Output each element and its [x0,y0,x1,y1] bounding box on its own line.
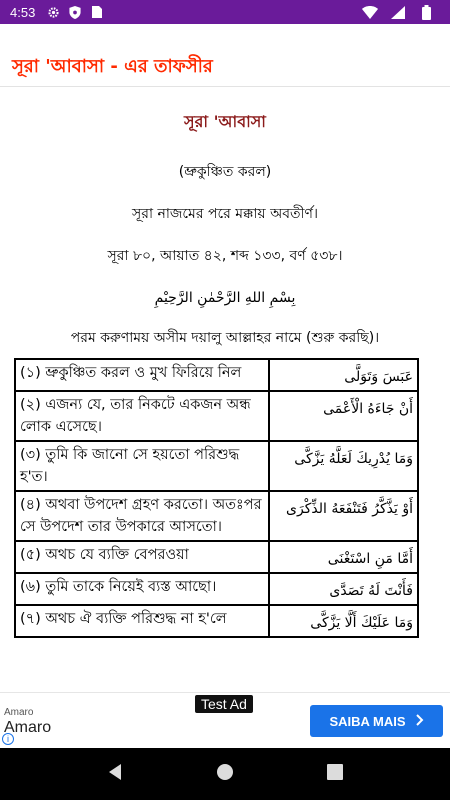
ayah-arabic: أَنْ جَاءَهُ الْأَعْمَى [269,391,418,441]
ad-cta-label: SAIBA MAIS [329,713,406,729]
ayah-arabic: أَوْ يَذَّكَّرُ فَتَنْفَعَهُ الذِّكْرَى [269,491,418,541]
ad-cta-button[interactable] [310,705,443,737]
ayah-arabic: فَأَنْتَ لَهُ تَصَدَّى [269,573,418,605]
recents-icon[interactable] [327,764,343,784]
chevron-right-icon [416,714,424,729]
ad-source: Amaro [4,707,34,718]
table-row [15,491,418,541]
ayah-bengali: (৩) তুমি কি জানো সে হয়তো পরিশুদ্ধ হ'ত। [15,441,269,491]
sura-stats: সূরা ৮০, আয়াত ৪২, শব্দ ১৩৩, বর্ণ ৫৩৮। [107,248,343,264]
ad-banner[interactable] [0,692,450,748]
ayah-bengali: (২) এজন্য যে, তার নিকটে একজন অন্ধ লোক এসেছে। [15,391,269,441]
shield-icon [67,4,83,20]
ayah-bengali: (৫) অথচ যে ব্যক্তি বেপরওয়া [15,541,269,573]
heading-divider [0,86,450,87]
page-heading: সূরা 'আবাসা - এর তাফসীর [12,56,213,77]
ayah-arabic: أَمَّا مَنِ اسْتَغْنَى [269,541,418,573]
cell-signal-icon [390,4,406,20]
status-time: 4:53 [10,4,36,20]
table-row [15,541,418,573]
ayah-bengali: (৬) তুমি তাকে নিয়েই ব্যস্ত আছো। [15,573,269,605]
sura-title: সূরা 'আবাসা [184,112,266,131]
ayah-bengali: (১) ভ্রুকুঞ্চিত করল ও মুখ ফিরিয়ে নিল [15,359,269,391]
ayah-table [14,358,419,638]
table-row [15,441,418,491]
wifi-icon [362,4,378,20]
battery-icon [418,4,434,20]
info-icon[interactable]: i [2,733,14,745]
ayah-arabic: عَبَسَ وَتَوَلَّى [269,359,418,391]
ayah-bengali: (৪) অথবা উপদেশ গ্রহণ করতো। অতঃপর সে উপদেশ তার উপকারে আসতো। [15,491,269,541]
ad-advertiser-name[interactable]: Amaro [4,719,52,736]
back-icon[interactable] [107,763,123,785]
bismillah-arabic: بِسْمِ اللهِ الرَّحْمٰنِ الرَّحِيْمِ [154,290,296,306]
revelation-info: সূরা নাজমের পরে মক্কায় অবতীর্ণ। [132,206,318,222]
table-row [15,573,418,605]
ayah-bengali: (৭) অথচ ঐ ব্যক্তি পরিশুদ্ধ না হ'লে [15,605,269,637]
status-bar [0,0,450,24]
sura-meaning: (ভ্রুকুঞ্চিত করল) [178,164,272,180]
ayah-arabic: وَمَا يُدْرِيكَ لَعَلَّهُ يَزَّكَّى [269,441,418,491]
table-row [15,391,418,441]
sim-card-icon [89,4,105,20]
table-row [15,359,418,391]
test-ad-label: Test Ad [195,695,253,713]
bismillah-bengali: পরম করুণাময় অসীম দয়ালু আল্লাহর নামে (শুরু করছি)। [70,330,380,346]
ayah-arabic: وَمَا عَلَيْكَ أَلَّا يَزَّكَّى [269,605,418,637]
home-icon[interactable] [216,763,234,785]
table-row [15,605,418,637]
system-nav-bar [0,748,450,800]
gear-icon [45,4,61,20]
